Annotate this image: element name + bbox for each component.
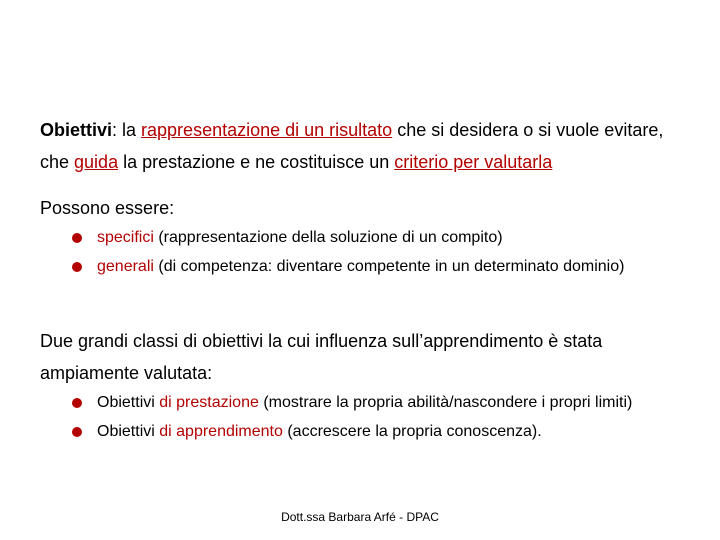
list-item-prestazione <box>40 388 690 417</box>
goal-classes-list <box>40 388 690 446</box>
item-key: di apprendimento <box>159 423 283 440</box>
item-key: generali <box>97 258 154 275</box>
bullet-icon <box>72 427 82 437</box>
list-item-generali <box>40 252 690 281</box>
underlined-phrase-criterio: criterio per valutarla <box>394 152 553 172</box>
item-key: di prestazione <box>159 394 259 411</box>
item-text: (rappresentazione della soluzione di un compito) <box>153 229 503 246</box>
definition-text-1: che si desidera o si vuole evitare, che <box>40 120 664 172</box>
underlined-phrase-guida: guida <box>74 152 119 172</box>
goal-classes-paragraph: Due grandi classi di obiettivi la cui influenza sull’apprendimento è stata ampiamente valutata: <box>40 331 603 383</box>
item-prefix: Obiettivi <box>97 394 160 411</box>
goal-types-list <box>40 223 690 281</box>
item-text: (di competenza: diventare competente in un determinato dominio) <box>153 258 625 275</box>
underlined-phrase-risultato: rappresentazione di un risultato <box>141 120 393 140</box>
list-item-apprendimento <box>40 417 690 446</box>
list-item-specifici <box>40 223 690 252</box>
item-key: specifici <box>97 229 154 246</box>
item-text: (accrescere la propria conoscenza). <box>282 423 542 440</box>
definition-separator: : la <box>112 120 142 140</box>
bullet-icon <box>72 262 82 272</box>
slide-footer: Dott.ssa Barbara Arfé - DPAC <box>281 510 439 524</box>
objectives-definition <box>40 114 690 178</box>
bullet-icon <box>72 233 82 243</box>
possono-essere-heading: Possono essere: <box>40 198 175 218</box>
item-prefix: Obiettivi <box>97 423 160 440</box>
definition-text-2: la prestazione e ne costituisce un <box>118 152 395 172</box>
bullet-icon <box>72 398 82 408</box>
item-text: (mostrare la propria abilità/nascondere i propri limiti) <box>258 394 633 411</box>
term-obiettivi: Obiettivi <box>40 120 113 140</box>
